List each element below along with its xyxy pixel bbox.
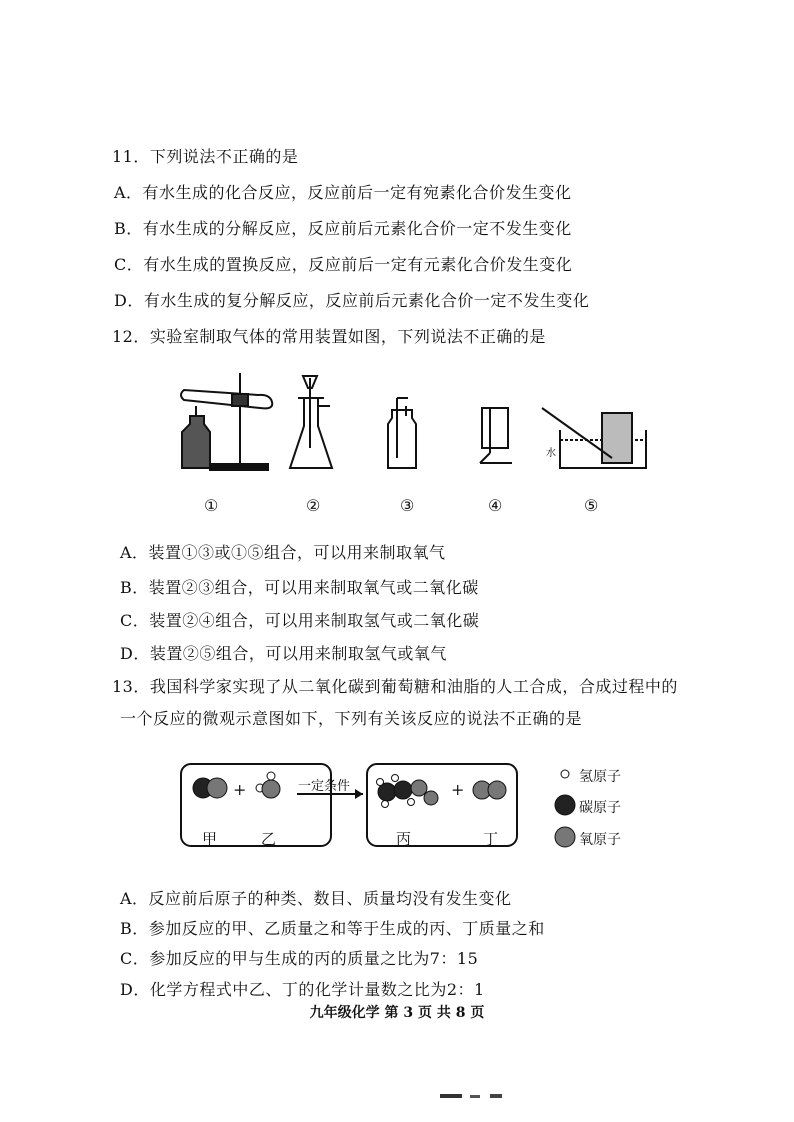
apparatus-label-1: ① xyxy=(204,496,219,515)
apparatus-4-inverted-bottle xyxy=(480,408,512,463)
scan-smudge xyxy=(440,1092,510,1100)
legend-hydrogen-label: 氢原子 xyxy=(579,769,621,785)
plus-sign-right: + xyxy=(451,780,465,799)
oxygen-atom xyxy=(488,781,506,799)
hydrogen-atom xyxy=(377,779,384,786)
q13-stem-line2: 一个反应的微观示意图如下，下列有关该反应的说法不正确的是 xyxy=(120,709,583,728)
q12-option-a: A．装置①③或①⑤组合，可以用来制取氧气 xyxy=(120,543,446,562)
plus-sign-left: + xyxy=(233,780,247,799)
legend-oxygen-icon xyxy=(555,827,575,847)
product-c-label: 丙 xyxy=(396,830,412,848)
hydrogen-atom xyxy=(408,799,415,806)
legend-hydrogen-icon xyxy=(561,770,569,778)
oxygen-atom xyxy=(411,780,427,796)
q12-option-d: D．装置②⑤组合，可以用来制取氢气或氧气 xyxy=(120,644,447,663)
oxygen-atom xyxy=(262,780,280,798)
reactant-b-label: 乙 xyxy=(261,830,277,848)
q11-option-a: A．有水生成的化合反应，反应前后一定有宛素化合价发生变化 xyxy=(114,183,572,202)
legend-oxygen-label: 氧原子 xyxy=(579,832,621,848)
q13-option-d: D．化学方程式中乙、丁的化学计量数之比为2：1 xyxy=(120,980,485,999)
carbon-atom xyxy=(394,781,412,799)
apparatus-label-4: ④ xyxy=(488,496,503,515)
q11-option-b: B．有水生成的分解反应，反应前后元素化合价一定不发生变化 xyxy=(114,219,572,238)
hydrogen-atom xyxy=(392,775,399,782)
apparatus-label-2: ② xyxy=(306,496,321,515)
q12-apparatus-figure xyxy=(160,368,660,478)
apparatus-1-heating-setup xyxy=(181,373,272,470)
q13-stem-line1: 13．我国科学家实现了从二氧化碳到葡萄糖和油脂的人工合成，合成过程中的 xyxy=(112,677,678,696)
q13-option-b: B．参加反应的甲、乙质量之和等于生成的丙、丁质量之和 xyxy=(120,919,545,938)
q11-option-d: D．有水生成的复分解反应，反应前后元素化合价一定不发生变化 xyxy=(114,291,590,310)
q11-option-c: C．有水生成的置换反应，反应前后一定有元素化合价发生变化 xyxy=(114,255,573,274)
q12-option-c: C．装置②④组合，可以用来制取氢气或二氧化碳 xyxy=(120,611,480,630)
condition-label: 一定条件 xyxy=(298,779,351,794)
q13-option-a: A．反应前后原子的种类、数目、质量均没有发生变化 xyxy=(120,889,512,908)
hydrogen-atom xyxy=(382,801,389,808)
reactant-a-label: 甲 xyxy=(202,830,218,848)
apparatus-5-water-trough xyxy=(542,408,646,468)
apparatus-2-conical-flask xyxy=(290,376,332,468)
q12-option-b: B．装置②③组合，可以用来制取氧气或二氧化碳 xyxy=(120,578,479,597)
legend-carbon-label: 碳原子 xyxy=(579,800,621,816)
oxygen-atom xyxy=(424,791,438,805)
water-label: 水 xyxy=(546,448,556,459)
product-d-label: 丁 xyxy=(483,830,499,848)
oxygen-atom xyxy=(207,778,227,798)
apparatus-label-3: ③ xyxy=(400,496,415,515)
q12-stem: 12．实验室制取气体的常用装置如图，下列说法不正确的是 xyxy=(112,327,546,346)
apparatus-label-5: ⑤ xyxy=(584,496,599,515)
apparatus-3-collecting-bottle xyxy=(388,398,416,468)
q13-option-c: C．参加反应的甲与生成的丙的质量之比为7：15 xyxy=(120,949,479,968)
legend-carbon-icon xyxy=(555,795,575,815)
hydrogen-atom xyxy=(267,772,275,780)
page-footer: 九年级化学 第 3 页 共 8 页 xyxy=(309,1005,485,1021)
q11-stem: 11．下列说法不正确的是 xyxy=(112,147,299,166)
